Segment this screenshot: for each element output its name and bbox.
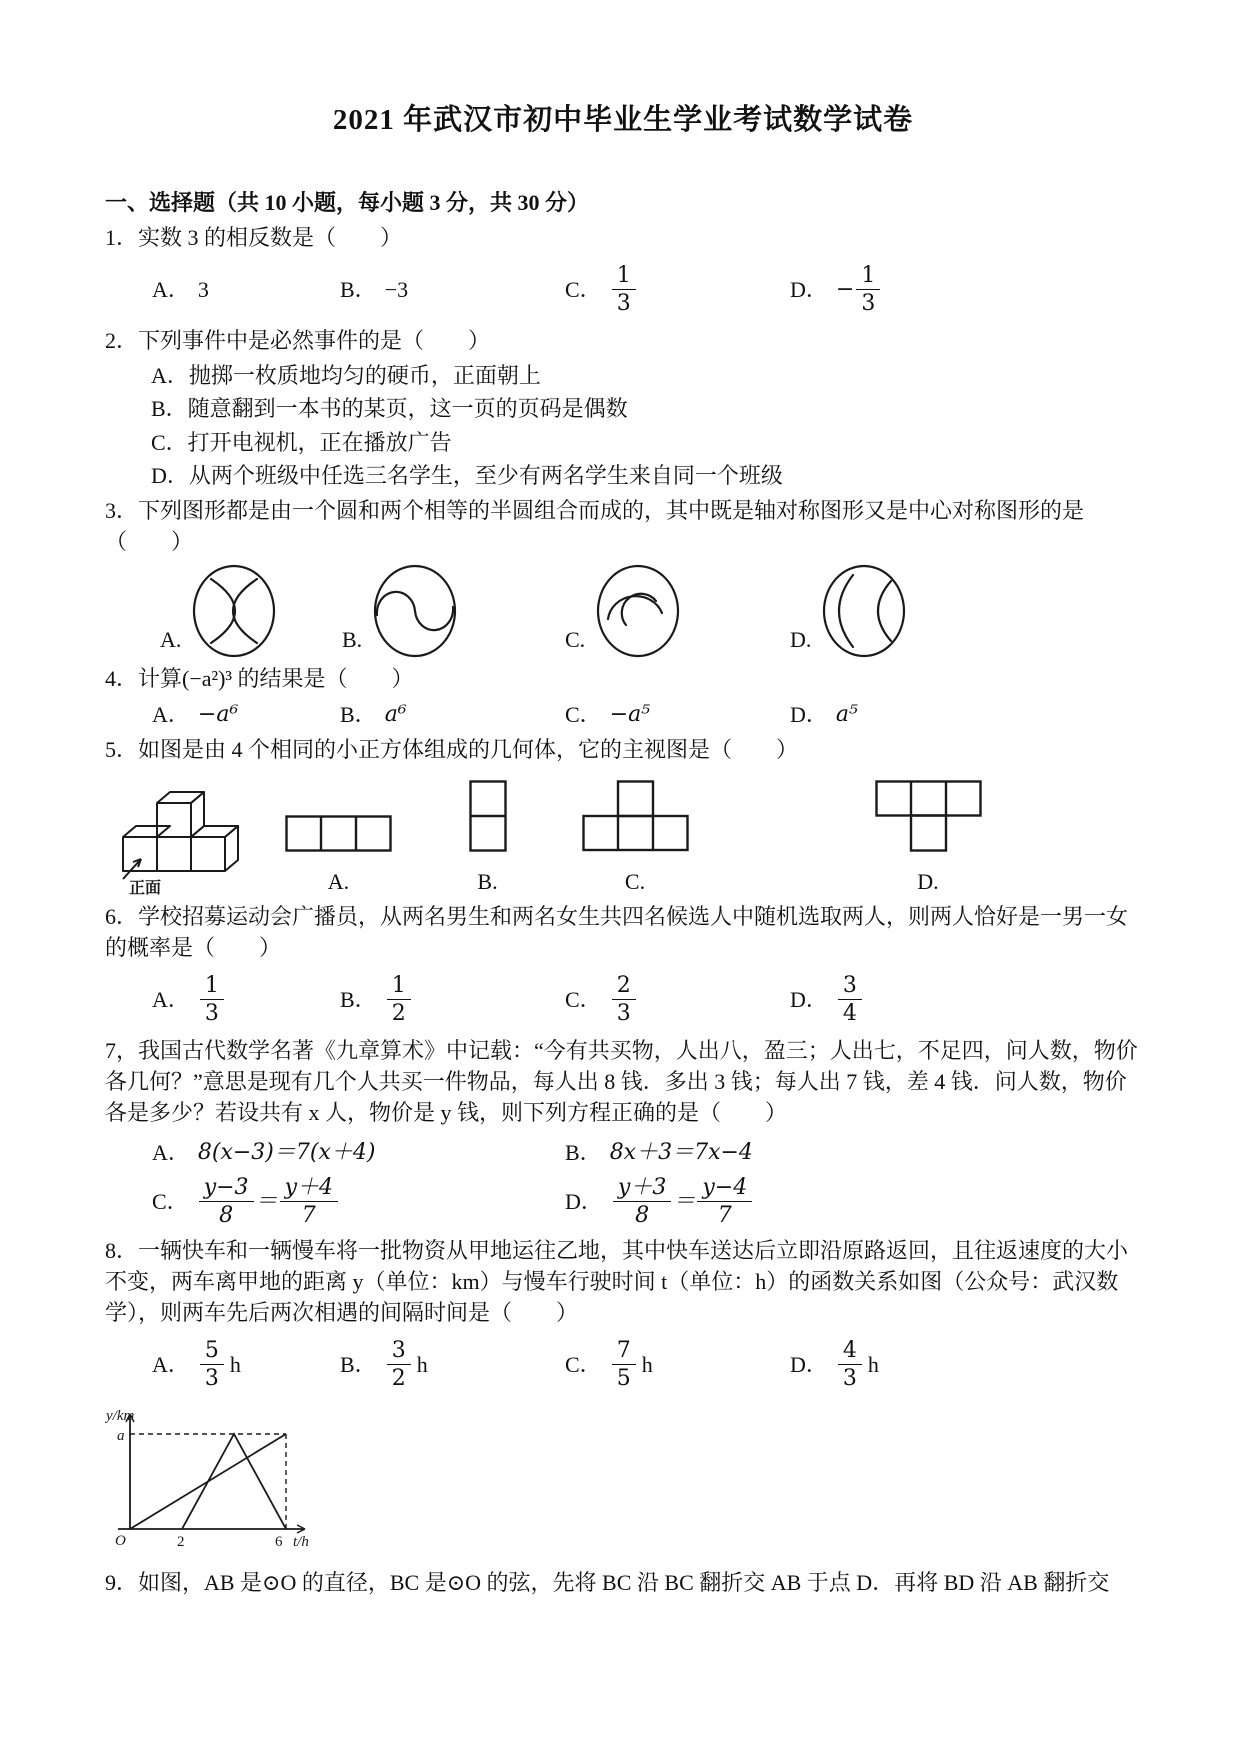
solid-figure bbox=[105, 775, 257, 897]
fraction: $\frac{y+3}{8}$ bbox=[613, 1176, 671, 1227]
fraction: $\frac{1}{3}$ bbox=[612, 264, 636, 315]
fraction: $\frac{y+4}{7}$ bbox=[280, 1176, 338, 1227]
question-5-figures bbox=[105, 775, 1141, 897]
question-6-options bbox=[105, 974, 1141, 1025]
view-figure-d bbox=[875, 780, 982, 852]
fraction: $\frac{1}{3}$ bbox=[200, 974, 224, 1025]
fraction: $\frac{y-3}{8}$ bbox=[199, 1176, 254, 1227]
option-a: A． 8(x−3)＝7(x＋4) bbox=[152, 1139, 376, 1165]
cubes-3d-figure bbox=[115, 775, 247, 897]
circle-figure-c bbox=[593, 563, 683, 659]
fraction: $\frac{4}{3}$ bbox=[838, 1339, 862, 1390]
question-3 bbox=[105, 495, 1141, 659]
x-axis-label: t/h bbox=[293, 1533, 309, 1550]
right-half-circle-arc bbox=[878, 581, 891, 641]
option-a: A．抛掷一枚质地均匀的硬币，正面朝上 bbox=[151, 363, 541, 389]
option-d: D． $\frac{y+3}{8}$ ＝ $\frac{y-4}{7}$ bbox=[565, 1176, 1141, 1227]
question-1 bbox=[105, 222, 1141, 314]
page-title: 2021 年武汉市初中毕业生学业考试数学试卷 bbox=[332, 104, 914, 136]
tick-6-label: 6 bbox=[275, 1533, 283, 1550]
bottom-square bbox=[911, 815, 946, 850]
lower-half-circle-arc bbox=[622, 594, 656, 625]
question-9 bbox=[105, 1567, 1141, 1598]
fraction: $\frac{1}{3}$ bbox=[856, 264, 880, 315]
origin-label: O bbox=[115, 1532, 126, 1549]
question-4-text: 4．计算(−a²)³ 的结果是（ ） bbox=[105, 666, 414, 692]
figure-option-b: B. bbox=[342, 563, 565, 659]
option-b: B． $\frac{3}{2}$ h bbox=[340, 1337, 428, 1391]
fraction: $\frac{3}{2}$ bbox=[387, 1339, 411, 1390]
top-row-outline bbox=[876, 781, 980, 815]
left-half-circle-arc bbox=[211, 579, 235, 643]
option-a: A． $\frac{1}{3}$ bbox=[152, 974, 340, 1025]
tick-2-label: 2 bbox=[177, 1533, 185, 1550]
question-8-graph bbox=[105, 1404, 1141, 1559]
left-half-circle-arc bbox=[839, 575, 853, 647]
question-4-options bbox=[105, 699, 1141, 730]
top-face bbox=[123, 826, 170, 837]
option-c: C． $\frac{2}{3}$ bbox=[565, 974, 790, 1025]
question-8-options bbox=[105, 1339, 1141, 1390]
question-4 bbox=[105, 663, 1141, 729]
figure-option-d: D. bbox=[715, 780, 1141, 897]
option-c: C． $\frac{y-3}{8}$ ＝ $\frac{y+4}{7}$ bbox=[152, 1176, 565, 1227]
side-face bbox=[225, 826, 238, 871]
option-d: D． a⁵ bbox=[790, 701, 858, 727]
figure-option-a: A. bbox=[257, 815, 420, 897]
option-c: C． $\frac{7}{5}$ h bbox=[565, 1337, 653, 1391]
circle-figure-a bbox=[189, 563, 279, 659]
fraction: $\frac{2}{3}$ bbox=[612, 974, 636, 1025]
option-b: B．随意翻到一本书的某页，这一页的页码是偶数 bbox=[151, 396, 628, 422]
front-direction-arrow bbox=[123, 859, 141, 879]
question-5-text: 5．如图是由 4 个相同的小正方体组成的几何体，它的主视图是（ ） bbox=[105, 736, 799, 762]
question-1-text: 1．实数 3 的相反数是（ ） bbox=[105, 225, 403, 251]
option-c: C． −a⁵ bbox=[565, 701, 651, 727]
option-a: A． −a⁶ bbox=[152, 701, 239, 727]
fast-car-line bbox=[182, 1434, 286, 1529]
question-6 bbox=[105, 901, 1141, 1025]
view-figure-a bbox=[285, 815, 392, 852]
question-2 bbox=[105, 325, 1141, 491]
question-3-text: 3．下列图形都是由一个圆和两个相等的半圆组合而成的，其中既是轴对称图形又是中心对称图形的是（ ） bbox=[105, 498, 1085, 555]
option-b: B． $\frac{1}{2}$ bbox=[340, 974, 565, 1025]
option-c: C．打开电视机，正在播放广告 bbox=[151, 429, 452, 455]
fraction: $\frac{3}{4}$ bbox=[838, 974, 862, 1025]
question-9-text: 9．如图，AB 是⊙O 的直径，BC 是⊙O 的弦，先将 BC 沿 BC 翻折交 AB 于点 D．再将 BD 沿 AB 翻折交 bbox=[105, 1569, 1110, 1595]
option-a: A． $\frac{5}{3}$ h bbox=[152, 1337, 241, 1391]
question-7-options-top bbox=[105, 1137, 1141, 1168]
circle-figure-b bbox=[370, 563, 460, 659]
distance-time-graph bbox=[105, 1404, 320, 1559]
figure-option-c: C. bbox=[565, 563, 790, 659]
s-curve-arcs bbox=[377, 592, 453, 630]
fraction: $\frac{7}{5}$ bbox=[612, 1339, 636, 1390]
front-face bbox=[191, 837, 225, 871]
question-8-text: 8．一辆快车和一辆慢车将一批物资从甲地运往乙地，其中快车送达后立即沿原路返回，且往返速度的大小不变，两车离甲地的距离 y（单位：km）与慢车行驶时间 t（单位：h）的函数关系如图（公众号：武汉数学），则两车先后两次相遇的间隔时间是（ ） bbox=[105, 1237, 1129, 1326]
option-d: D． − $\frac{1}{3}$ bbox=[790, 264, 1141, 315]
front-face bbox=[157, 837, 191, 871]
y-axis-label: y/km bbox=[106, 1407, 135, 1424]
question-8 bbox=[105, 1235, 1141, 1559]
option-c: C． $\frac{1}{3}$ bbox=[565, 264, 790, 315]
option-b: B． a⁶ bbox=[340, 701, 407, 727]
question-6-text: 6．学校招募运动会广播员，从两名男生和两名女生共四名候选人中随机选取两人，则两人恰好是一男一女的概率是（ ） bbox=[105, 904, 1129, 961]
question-5 bbox=[105, 734, 1141, 897]
bottom-row-outline bbox=[583, 816, 687, 850]
option-b: B． 8x＋3＝7x−4 bbox=[565, 1139, 753, 1165]
section-heading: 一、选择题（共 10 小题，每小题 3 分，共 30 分） bbox=[105, 190, 590, 216]
fraction: $\frac{y-4}{7}$ bbox=[697, 1176, 752, 1227]
right-half-circle-arc bbox=[233, 579, 257, 643]
view-figure-c bbox=[582, 780, 689, 852]
front-label: 正面 bbox=[129, 880, 162, 898]
figure-option-a: A. bbox=[160, 563, 342, 659]
figure-option-d: D. bbox=[790, 563, 1141, 659]
outer-circle bbox=[824, 566, 904, 656]
fraction: $\frac{1}{2}$ bbox=[387, 974, 411, 1025]
row-outline bbox=[287, 816, 391, 850]
question-2-text: 2．下列事件中是必然事件的是（ ） bbox=[105, 327, 491, 353]
option-d: D． $\frac{4}{3}$ h bbox=[790, 1337, 879, 1391]
question-3-figures bbox=[105, 563, 1141, 659]
option-d: D．从两个班级中任选三名学生，至少有两名学生来自同一个班级 bbox=[151, 462, 783, 488]
circle-figure-d bbox=[819, 563, 909, 659]
option-b: B． −3 bbox=[340, 276, 409, 302]
question-7-text: 7，我国古代数学名著《九章算术》中记载：“今有共买物，人出八，盈三；人出七，不足四，问人数，物价各几何？”意思是现有几个人共买一件物品，每人出 8 钱．多出 3 钱；每人出 7 钱，差 4 钱．问人数，物价各是多少？若设共有 x 人，物价是 y 钱，则下列方程正确的是（ ） bbox=[105, 1037, 1138, 1126]
fraction: $\frac{5}{3}$ bbox=[200, 1339, 224, 1390]
figure-option-c: C. bbox=[555, 780, 715, 897]
view-figure-b bbox=[469, 780, 507, 852]
option-a: A． 3 bbox=[152, 276, 209, 302]
question-7 bbox=[105, 1035, 1141, 1227]
front-face bbox=[123, 837, 157, 871]
question-7-options-bottom bbox=[105, 1176, 1141, 1227]
option-d: D． $\frac{3}{4}$ bbox=[790, 974, 1141, 1025]
top-square bbox=[618, 781, 653, 816]
question-1-options bbox=[105, 264, 1141, 315]
figure-option-b: B. bbox=[420, 780, 555, 897]
a-label: a bbox=[117, 1427, 125, 1444]
